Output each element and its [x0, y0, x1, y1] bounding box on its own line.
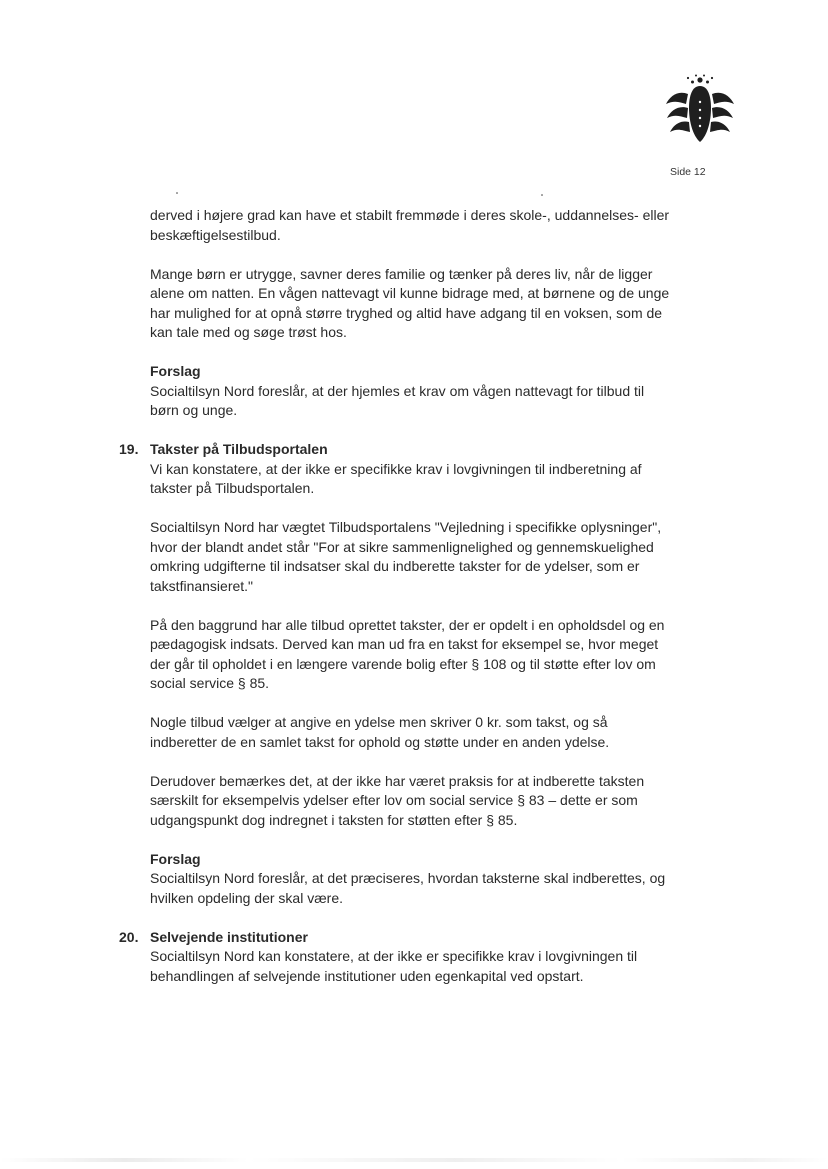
organization-logo — [662, 72, 738, 148]
body-paragraph: Socialtilsyn Nord kan konstatere, at der ikke er specifikke krav i lovgivningen til behandlingen af selvejende institutioner uden egenkapital ved opstart. — [150, 948, 638, 984]
proposal-heading: Forslag — [150, 363, 201, 379]
proposal-heading: Forslag — [150, 850, 201, 867]
body-paragraph: Socialtilsyn Nord har vægtet Tilbudsportalens "Vejledning i specifikke oplysninger", hvor der blandt andet står "For at sikre sammenlignelighed og gennemskuelighed omkring udgifterne til indsatser skal du indberette takster for de ydelser, som er takstfinansieret." — [150, 519, 662, 594]
proposal-text: Socialtilsyn Nord foreslår, at det præciseres, hvordan taksterne skal indberettes, og hvilken opdeling der skal være. — [150, 870, 666, 906]
scan-edge-noise — [0, 1158, 828, 1162]
document-body — [119, 206, 670, 986]
section-title: Takster på Tilbudsportalen — [150, 441, 328, 457]
body-paragraph: derved i højere grad kan have et stabilt fremmøde i deres skole-, uddannelses- eller beskæftigelsestilbud. — [150, 207, 670, 243]
body-paragraph: Mange børn er utrygge, savner deres familie og tænker på deres liv, når de ligger alene om natten. En vågen nattevagt vil kunne bidrage med, at børnene og de unge har mulighed for at opnå større tryghed og altid have adgang til en voksen, som de kan tale med og søge trøst hos. — [150, 265, 670, 340]
section-20 — [119, 928, 670, 987]
scan-speck — [541, 194, 543, 196]
body-paragraph: På den baggrund har alle tilbud oprettet takster, der er opdelt i en opholdsdel og en pædagogisk indsats. Derved kan man ud fra en takst for eksempel se, hvor meget der går til opholdet i en længere varende bolig efter § 108 og til støtte efter lov om social service § 85. — [150, 616, 665, 691]
section-19 — [119, 440, 670, 908]
section-number: 20. — [119, 928, 139, 945]
scan-speck — [176, 192, 178, 194]
proposal-text: Socialtilsyn Nord foreslår, at der hjemles et krav om vågen nattevagt for tilbud til børn og unge. — [150, 382, 645, 418]
body-paragraph: Vi kan konstatere, at der ikke er specifikke krav i lovgivningen til indberetning af takster på Tilbudsportalen. — [150, 460, 642, 496]
page-number: Side 12 — [670, 166, 706, 178]
body-paragraph: Nogle tilbud vælger at angive en ydelse men skriver 0 kr. som takst, og så indberetter de en samlet takst for ophold og støtte under en anden ydelse. — [150, 714, 610, 750]
section-number: 19. — [119, 441, 139, 457]
body-paragraph: Derudover bemærkes det, at der ikke har været praksis for at indberette taksten særskilt for eksempelvis ydelser efter lov om social service § 83 – dette er som udgangspunkt dog indregnet i taksten for støtten efter § 85. — [150, 772, 645, 828]
section-title: Selvejende institutioner — [150, 928, 308, 945]
